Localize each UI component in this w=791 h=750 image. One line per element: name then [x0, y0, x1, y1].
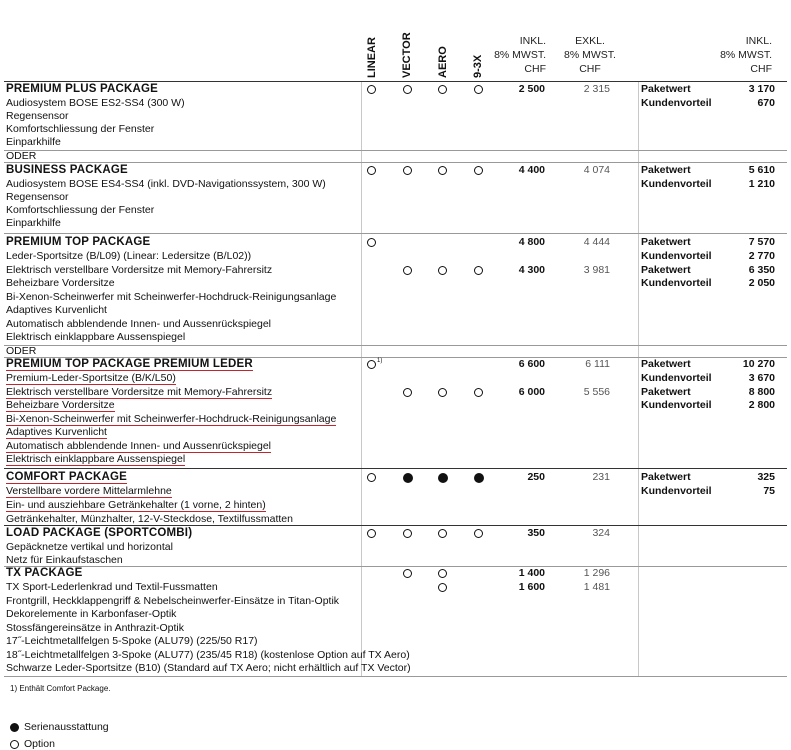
package-value-header: INKL. 8% MWST. CHF: [720, 35, 772, 75]
list-item: Automatisch abblendende Innen- und Aussenrückspiegel: [6, 440, 272, 452]
customer-benefit: 1 210: [748, 178, 775, 190]
price-excl: 2 315: [583, 83, 610, 95]
price-excl: 324: [592, 527, 610, 539]
legend-option-label: Option: [24, 738, 55, 750]
option-circle-icon: [367, 360, 376, 369]
option-circle-icon: [403, 166, 412, 175]
list-item: Dekorelemente in Karbonfaser-Optik: [6, 608, 177, 620]
list-item: Premium-Leder-Sportsitze (B/K/L50): [6, 372, 176, 384]
list-item: Gepäcknetze vertikal und horizontal: [6, 541, 173, 553]
package-value-label: Paketwert: [641, 164, 691, 176]
option-circle-icon: [474, 266, 483, 275]
list-item: Komfortschliessung der Fenster: [6, 204, 155, 216]
row-divider: [4, 150, 787, 151]
package-value: 6 350: [748, 264, 775, 276]
option-circle-icon: [10, 740, 19, 749]
list-item: Ein- und ausziehbare Getränkehalter (1 vorne, 2 hinten): [6, 499, 266, 511]
row-divider: [4, 233, 787, 234]
premium-top-title: PREMIUM TOP PACKAGE: [6, 236, 151, 248]
premium-plus-title: PREMIUM PLUS PACKAGE: [6, 83, 159, 95]
list-item: Schwarze Leder-Sportsitze (B10) (Standard auf TX Aero; nicht erhältlich auf TX Vector): [6, 662, 411, 674]
option-circle-icon: [438, 85, 447, 94]
package-value: 8 800: [748, 386, 775, 398]
option-circle-icon: [474, 166, 483, 175]
price-excl: 6 111: [585, 358, 610, 370]
option-circle-icon: [367, 166, 376, 175]
list-item: Elektrisch verstellbare Vordersitze mit Memory-Fahrersitz: [6, 386, 273, 398]
customer-benefit: 3 670: [748, 372, 775, 384]
business-title: BUSINESS PACKAGE: [6, 164, 128, 176]
column-divider: [638, 82, 639, 676]
option-circle-icon: [438, 388, 447, 397]
package-value: 3 170: [748, 83, 775, 95]
standard-dot-icon: [438, 473, 448, 483]
option-circle-icon: [438, 266, 447, 275]
list-item: Elektrisch einklappbare Aussenspiegel: [6, 331, 186, 343]
price-incl: 2 500: [518, 83, 545, 95]
list-item: Automatisch abblendende Innen- und Aussenrückspiegel: [6, 318, 272, 330]
price-excl: 5 556: [583, 386, 610, 398]
list-item: Stossfängereinsätze in Anthrazit-Optik: [6, 622, 185, 634]
package-value: 7 570: [748, 236, 775, 248]
package-value-label: Paketwert: [641, 358, 691, 370]
footnote: 1) Enthält Comfort Package.: [10, 684, 111, 693]
customer-benefit: 2 770: [748, 250, 775, 262]
option-circle-icon: [403, 266, 412, 275]
package-value-label: Paketwert: [641, 236, 691, 248]
list-item: Adaptives Kurvenlicht: [6, 304, 107, 316]
list-item: Einparkhilfe: [6, 136, 61, 148]
customer-benefit-label: Kundenvorteil: [641, 485, 712, 497]
option-circle-icon: [438, 529, 447, 538]
package-value-label: Paketwert: [641, 83, 691, 95]
table-header: [0, 0, 791, 82]
option-circle-icon: [438, 583, 447, 592]
list-item: Verstellbare vordere Mittelarmlehne: [6, 485, 172, 497]
excl-vat-header: EXKL. 8% MWST. CHF: [564, 35, 616, 75]
price-incl: 250: [527, 471, 545, 483]
list-item: Netz für Einkaufstaschen: [6, 554, 123, 566]
option-circle-icon: [403, 85, 412, 94]
price-incl: 1 600: [518, 581, 545, 593]
option-circle-icon: [403, 569, 412, 578]
option-circle-icon: [367, 238, 376, 247]
package-value: 325: [757, 471, 775, 483]
load-title: LOAD PACKAGE (SPORTCOMBI): [6, 527, 193, 539]
customer-benefit: 2 050: [748, 277, 775, 289]
trim-aero-label: AERO: [437, 46, 449, 78]
incl-vat-header: INKL. 8% MWST. CHF: [494, 35, 546, 75]
option-circle-icon: [403, 529, 412, 538]
oder-label: ODER: [6, 345, 37, 357]
row-divider: [4, 566, 787, 567]
trim-93x-label: 9-3X: [472, 54, 484, 78]
option-circle-icon: [474, 529, 483, 538]
standard-dot-icon: [474, 473, 484, 483]
price-excl: 231: [592, 471, 610, 483]
customer-benefit-label: Kundenvorteil: [641, 372, 712, 384]
option-circle-icon: [367, 529, 376, 538]
customer-benefit-label: Kundenvorteil: [641, 97, 712, 109]
price-excl: 4 074: [583, 164, 610, 176]
package-value: 5 610: [748, 164, 775, 176]
tx-title: TX PACKAGE: [6, 567, 83, 579]
price-excl: 4 444: [583, 236, 610, 248]
option-circle-icon: [474, 388, 483, 397]
list-item: Elektrisch einklappbare Aussenspiegel: [6, 453, 186, 465]
row-divider: [4, 345, 787, 346]
row-divider: [4, 468, 787, 469]
standard-dot-icon: [403, 473, 413, 483]
price-excl: 3 981: [583, 264, 610, 276]
list-item: Frontgrill, Heckklappengriff & Nebelscheinwerfer-Einsätze in Titan-Optik: [6, 595, 340, 607]
option-circle-icon: [438, 569, 447, 578]
trim-linear-label: LINEAR: [366, 37, 378, 78]
package-value: 10 270: [742, 358, 775, 370]
customer-benefit-label: Kundenvorteil: [641, 277, 712, 289]
customer-benefit: 670: [757, 97, 775, 109]
price-incl: 4 800: [518, 236, 545, 248]
price-incl: 4 300: [518, 264, 545, 276]
option-circle-icon: [367, 473, 376, 482]
list-item: Leder-Sportsitze (B/L09) (Linear: Ledersitze (B/L02)): [6, 250, 252, 262]
legend-series-label: Serienausstattung: [24, 721, 109, 733]
list-item: Bi-Xenon-Scheinwerfer mit Scheinwerfer-Hochdruck-Reinigungsanlage: [6, 413, 337, 425]
customer-benefit-label: Kundenvorteil: [641, 399, 712, 411]
list-item: Audiosystem BOSE ES2-SS4 (300 W): [6, 97, 185, 109]
customer-benefit-label: Kundenvorteil: [641, 178, 712, 190]
option-circle-icon: [367, 85, 376, 94]
row-divider: [4, 162, 787, 163]
price-incl: 1 400: [518, 567, 545, 579]
list-item: Elektrisch verstellbare Vordersitze mit Memory-Fahrersitz: [6, 264, 273, 276]
option-circle-icon: [474, 85, 483, 94]
list-item: 17˝-Leichtmetallfelgen 5-Spoke (ALU79) (225/50 R17): [6, 635, 258, 647]
list-item: Getränkehalter, Münzhalter, 12-V-Steckdose, Textilfussmatten: [6, 513, 293, 525]
list-item: Audiosystem BOSE ES4-SS4 (inkl. DVD-Navigationssystem, 300 W): [6, 178, 326, 190]
price-incl: 6 000: [518, 386, 545, 398]
premium-top-leder-title: PREMIUM TOP PACKAGE PREMIUM LEDER: [6, 358, 253, 370]
list-item: Regensensor: [6, 191, 69, 203]
list-item: TX Sport-Lederlenkrad und Textil-Fussmatten: [6, 581, 218, 593]
comfort-title: COMFORT PACKAGE: [6, 471, 127, 483]
price-excl: 1 481: [583, 581, 610, 593]
list-item: Regensensor: [6, 110, 69, 122]
customer-benefit: 75: [763, 485, 775, 497]
package-value-label: Paketwert: [641, 386, 691, 398]
oder-label: ODER: [6, 150, 37, 162]
list-item: 18˝-Leichtmetallfelgen 3-Spoke (ALU77) (235/45 R18) (kostenlose Option auf TX Aero): [6, 649, 410, 661]
customer-benefit-label: Kundenvorteil: [641, 250, 712, 262]
option-circle-icon: [403, 388, 412, 397]
row-divider: [4, 525, 787, 526]
customer-benefit: 2 800: [748, 399, 775, 411]
price-incl: 350: [527, 527, 545, 539]
package-value-label: Paketwert: [641, 471, 691, 483]
list-item: Bi-Xenon-Scheinwerfer mit Scheinwerfer-Hochdruck-Reinigungsanlage: [6, 291, 337, 303]
row-divider: [4, 676, 787, 677]
price-incl: 4 400: [518, 164, 545, 176]
standard-dot-icon: [10, 723, 19, 732]
list-item: Adaptives Kurvenlicht: [6, 426, 107, 438]
package-value-label: Paketwert: [641, 264, 691, 276]
trim-vector-label: VECTOR: [401, 32, 413, 78]
price-incl: 6 600: [518, 358, 545, 370]
list-item: Komfortschliessung der Fenster: [6, 123, 155, 135]
header-divider: [4, 81, 787, 82]
column-divider: [361, 82, 362, 676]
list-item: Beheizbare Vordersitze: [6, 399, 115, 411]
list-item: Einparkhilfe: [6, 217, 61, 229]
list-item: Beheizbare Vordersitze: [6, 277, 115, 289]
price-excl: 1 296: [583, 567, 610, 579]
option-circle-icon: [438, 166, 447, 175]
footnote-marker: 1): [377, 358, 383, 364]
